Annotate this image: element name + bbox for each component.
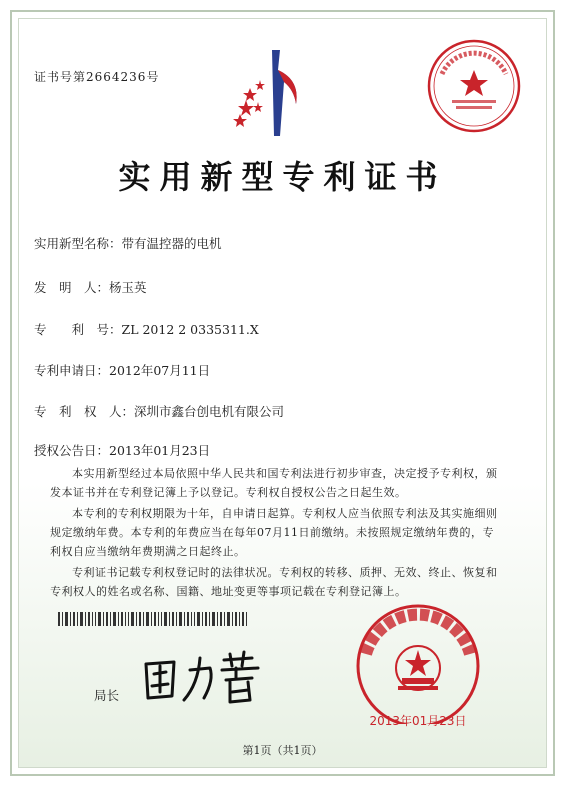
page-number: 第1页（共1页） [242, 744, 323, 757]
field-label: 专 利 权 人： [34, 404, 135, 419]
body-paragraph: 本实用新型经过本局依照中华人民共和国专利法进行初步审查，决定授予专利权，颁发本证书并在专利登记簿上予以登记。专利权自授权公告之日起生效。 [50, 467, 498, 499]
field-value: 2013年01月23日 [109, 443, 211, 458]
field-value: 深圳市鑫台创电机有限公司 [134, 404, 285, 419]
field-label: 实用新型名称： [34, 236, 122, 251]
field-patentee [34, 402, 284, 420]
field-label: 专利申请日： [34, 363, 110, 378]
field-value: ZL 2012 2 0335311.X [121, 322, 259, 337]
certificate-number: 证书号第2664236号 [34, 70, 160, 84]
field-application-date [34, 361, 210, 379]
state-ip-office-seal-icon [338, 594, 498, 724]
seal-date: 2013年01月23日 [369, 714, 467, 728]
field-value: 带有温控器的电机 [121, 236, 222, 251]
field-label: 发 明 人： [34, 280, 110, 295]
field-patent-number [34, 320, 259, 338]
field-inventor [34, 278, 147, 296]
director-signature-icon [140, 650, 270, 710]
body-paragraph: 专利证书记载专利权登记时的法律状况。专利权的转移、质押、无效、终止、恢复和专利权人的姓名或名称、国籍、地址变更等事项记载在专利登记簿上。 [50, 566, 498, 598]
field-utility-model-name [34, 234, 222, 252]
director-label: 局长 [94, 688, 120, 703]
field-value: 2012年07月11日 [109, 363, 211, 378]
field-label: 授权公告日： [34, 443, 110, 458]
certificate-title: 实用新型专利证书 [118, 158, 447, 196]
field-grant-date [34, 441, 210, 459]
barcode-icon [58, 612, 248, 626]
field-value: 杨玉英 [109, 280, 147, 295]
tax-seal-icon [424, 36, 524, 136]
sipo-logo-icon [228, 40, 308, 140]
body-paragraph: 本专利的专利权期限为十年，自申请日起算。专利权人应当依照专利法及其实施细则规定缴纳年费。本专利的年费应当在每年07月11日前缴纳。未按照规定缴纳年费的，专利权自应当缴纳年费期满之日起终止。 [50, 507, 498, 558]
field-label: 专 利 号： [34, 322, 122, 337]
